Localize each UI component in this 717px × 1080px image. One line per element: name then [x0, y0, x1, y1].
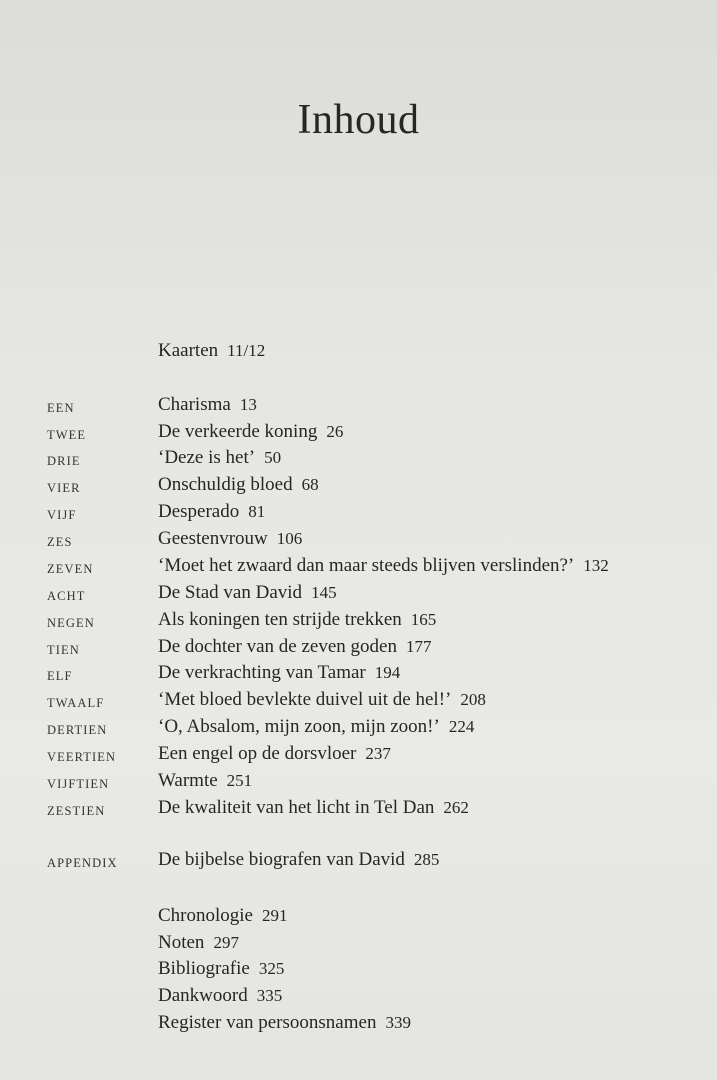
toc-back-row: [0, 958, 717, 984]
entry: [158, 689, 486, 711]
chapter-label: VIJF: [47, 508, 77, 522]
entry: [158, 985, 282, 1007]
entry: [158, 555, 609, 577]
entry-page: 106: [276, 529, 303, 548]
chapter-label: TWAALF: [47, 696, 105, 710]
chapter-label: TIEN: [47, 643, 80, 657]
toc-chapter-row: [0, 770, 717, 796]
chapter-label: DERTIEN: [47, 723, 108, 737]
entry: [158, 340, 265, 362]
toc-back-row: [0, 1012, 717, 1038]
chapter-label: ZESTIEN: [47, 804, 106, 818]
entry-title: De bijbelse biografen van David: [158, 849, 405, 870]
toc-chapter-row: [0, 394, 717, 420]
entry: [158, 743, 391, 765]
entry-title: ‘O, Absalom, mijn zoon, mijn zoon!’: [158, 716, 440, 737]
entry-title: De verkeerde koning: [158, 421, 318, 442]
entry-page: 237: [365, 744, 391, 763]
entry: [158, 905, 288, 927]
chapter-label: ACHT: [47, 589, 86, 603]
entry: [158, 501, 265, 523]
entry: [158, 474, 319, 496]
entry-page: 177: [405, 637, 432, 656]
toc-chapter-row: [0, 447, 717, 473]
toc-chapter-row: [0, 421, 717, 447]
entry-page: 145: [311, 583, 337, 602]
entry-page: 325: [258, 959, 285, 978]
entry: [158, 958, 284, 980]
entry: [158, 797, 469, 819]
toc-chapter-row: [0, 528, 717, 554]
appendix-label: APPENDIX: [47, 856, 118, 870]
entry: [158, 447, 281, 469]
chapter-label: ZEVEN: [47, 562, 94, 576]
entry-page: 208: [460, 690, 486, 709]
entry-page: 81: [248, 502, 266, 521]
entry: [158, 1012, 411, 1034]
chapter-label: VIJFTIEN: [47, 777, 110, 791]
entry: [158, 609, 436, 631]
entry: [158, 421, 343, 443]
toc-chapter-row: [0, 689, 717, 715]
toc-chapter-row: [0, 609, 717, 635]
chapter-label: ZES: [47, 535, 73, 549]
chapter-label: NEGEN: [47, 616, 95, 630]
entry-page: 68: [301, 475, 319, 494]
entry-page: 251: [226, 771, 253, 790]
toc-chapter-row: [0, 501, 717, 527]
entry-page: 50: [264, 448, 282, 467]
entry-title: Dankwoord: [158, 985, 248, 1006]
toc-chapter-row: [0, 797, 717, 823]
entry-page: 13: [239, 395, 257, 414]
chapter-label: VEERTIEN: [47, 750, 117, 764]
entry: [158, 716, 474, 738]
toc-chapter-row: [0, 582, 717, 608]
toc-chapter-row: [0, 474, 717, 500]
entry-page: 194: [374, 663, 401, 682]
chapter-label: ELF: [47, 669, 73, 683]
entry-title: Noten: [158, 932, 205, 953]
entry: [158, 770, 252, 792]
entry-page: 132: [583, 556, 609, 575]
entry-title: Een engel op de dorsvloer: [158, 743, 357, 764]
toc-back-row: [0, 932, 717, 958]
entry-page: 297: [213, 933, 239, 952]
entry-title: De dochter van de zeven goden: [158, 636, 397, 657]
chapter-label: TWEE: [47, 428, 87, 442]
entry-title: Kaarten: [158, 340, 219, 361]
entry-page: 26: [326, 422, 344, 441]
entry-title: ‘Deze is het’: [158, 447, 256, 468]
entry: [158, 528, 302, 550]
entry-title: Als koningen ten strijde trekken: [158, 609, 402, 630]
chapter-label: VIER: [47, 481, 81, 495]
chapter-label: EEN: [47, 401, 75, 415]
toc-chapter-row: [0, 636, 717, 662]
entry-title: ‘Moet het zwaard dan maar steeds blijven verslinden?’: [158, 555, 575, 576]
entry: [158, 662, 400, 684]
entry: [158, 394, 257, 416]
entry-page: 291: [262, 906, 288, 925]
entry: [158, 636, 431, 658]
entry-title: De Stad van David: [158, 582, 303, 603]
entry-title: Onschuldig bloed: [158, 474, 293, 495]
toc-appendix-row: [0, 849, 717, 875]
entry-title: Warmte: [158, 770, 218, 791]
entry: [158, 582, 337, 604]
entry-page: 224: [448, 717, 475, 736]
entry-title: De verkrachting van Tamar: [158, 662, 366, 683]
page-title: Inhoud: [297, 97, 420, 143]
entry-title: De kwaliteit van het licht in Tel Dan: [158, 797, 435, 818]
entry-title: Register van persoonsnamen: [158, 1012, 377, 1033]
entry-title: Chronologie: [158, 905, 253, 926]
toc-chapter-row: [0, 555, 717, 581]
toc-back-row: [0, 985, 717, 1011]
entry-title: Bibliografie: [158, 958, 250, 979]
toc-chapter-row: [0, 716, 717, 742]
entry-page: 262: [443, 798, 469, 817]
entry-title: ‘Met bloed bevlekte duivel uit de hel!’: [158, 689, 452, 710]
entry-page: 335: [256, 986, 283, 1005]
entry-page: 339: [385, 1013, 411, 1032]
entry-page: 285: [413, 850, 440, 869]
entry-title: Geestenvrouw: [158, 528, 268, 549]
toc-back-row: [0, 905, 717, 931]
entry-page: 11/12: [227, 341, 266, 360]
toc-chapter-row: [0, 662, 717, 688]
toc-chapter-row: [0, 743, 717, 769]
toc-entry-maps: [0, 340, 717, 366]
entry-page: 165: [410, 610, 437, 629]
chapter-label: DRIE: [47, 454, 81, 468]
entry-title: Desperado: [158, 501, 240, 522]
entry-title: Charisma: [158, 394, 231, 415]
entry: [158, 849, 439, 871]
entry: [158, 932, 239, 954]
